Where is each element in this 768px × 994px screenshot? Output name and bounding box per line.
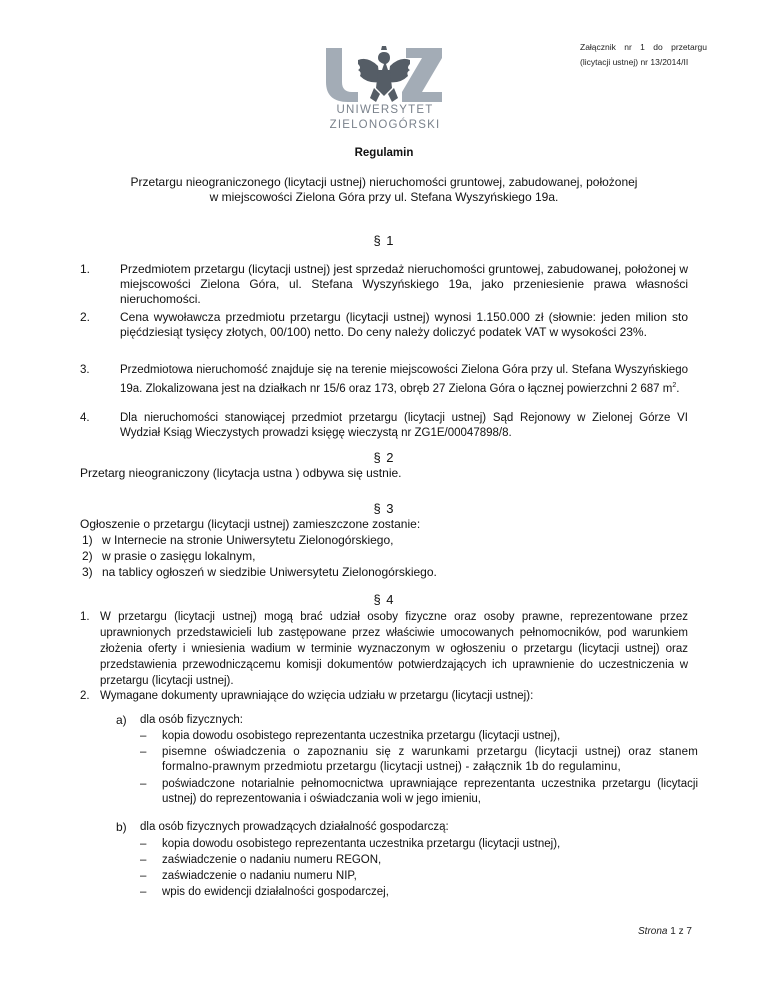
dash-bullet: – xyxy=(140,730,147,742)
list-item xyxy=(82,533,682,548)
list-item xyxy=(82,549,682,564)
par1-item-1 xyxy=(80,262,688,307)
dash-bullet: – xyxy=(140,838,147,850)
item-number: 3. xyxy=(80,364,90,376)
sublist-item xyxy=(140,777,698,807)
item-text xyxy=(120,363,688,397)
annex-line-2: (licytacji ustnej) nr 13/2014/II xyxy=(580,57,689,67)
section-heading-1: § 1 xyxy=(373,233,395,248)
list-number: 3) xyxy=(82,565,93,579)
list-text: na tablicy ogłoszeń w siedzibie Uniwersytetu Zielonogórskiego. xyxy=(102,565,437,579)
logo-text-line-2: ZIELONOGÓRSKI xyxy=(329,119,441,131)
annex-note xyxy=(580,40,707,70)
dash-bullet: – xyxy=(140,778,147,790)
item-number: 1. xyxy=(80,262,91,276)
page-separator: z xyxy=(678,926,684,937)
annex-line-1: Załącznik nr 1 do przetargu xyxy=(580,42,707,52)
sublist-text: zaświadczenie o nadaniu numeru NIP, xyxy=(162,870,357,882)
par2-text: Przetarg nieograniczony (licytacja ustna ) odbywa się ustnie. xyxy=(80,466,402,480)
sublist-item xyxy=(140,729,698,744)
page-total: 7 xyxy=(686,926,692,937)
sublist-text: kopia dowodu osobistego reprezentanta uczestnika przetargu (licytacji ustnej), xyxy=(162,838,561,850)
sublist-item xyxy=(140,837,698,852)
document-subtitle xyxy=(90,175,678,205)
logo-text-line-1: UNIWERSYTET xyxy=(336,104,434,116)
list-text: w prasie o zasięgu lokalnym, xyxy=(102,549,256,563)
section-heading-4: § 4 xyxy=(373,592,395,607)
sublist-title-b: dla osób fizycznych prowadzących działalność gospodarczą: xyxy=(140,821,449,833)
item-text-main: Przedmiotowa nieruchomość znajduje się na terenie miejscowości Zielona Góra przy ul. Stefana Wyszyńskiego 19a. Zlokalizowana jest na działkach nr 15/6 oraz 173, obręb 27 Zielona Góra o łącznej powierzchni 2 687 m xyxy=(120,364,688,395)
subtitle-line-2: w miejscowości Zielona Góra przy ul. Stefana Wyszyńskiego 19a. xyxy=(209,190,559,204)
item-number: 4. xyxy=(80,412,90,424)
dash-bullet: – xyxy=(140,886,147,898)
par1-item-2 xyxy=(80,310,688,340)
university-emblem-icon xyxy=(318,42,450,106)
item-text: Przedmiotem przetargu (licytacji ustnej) jest sprzedaż nieruchomości gruntowej, zabudowanej, położonej w miejscowości Zielona Góra, ul. Stefana Wyszyńskiego 19a, jako przeniesienie prawa własności nieruchomości. xyxy=(120,262,688,306)
par4-item-1 xyxy=(80,609,688,689)
sublist-text: poświadczone notarialnie pełnomocnictwa uprawniające reprezentanta uczestnika przetargu (licytacji ustnej) do reprezentowania i oświadczania woli w jego imieniu, xyxy=(162,778,698,805)
list-text: w Internecie na stronie Uniwersytetu Zielonogórskiego, xyxy=(102,533,394,547)
superscript: 2 xyxy=(672,382,677,389)
document-title: Regulamin xyxy=(354,147,414,159)
item-text: Dla nieruchomości stanowiącej przedmiot przetargu (licytacji ustnej) Sąd Rejonowy w Zielonej Górze VI Wydział Ksiąg Wieczystych prowadzi księgę wieczystą nr ZG1E/00047898/8. xyxy=(120,412,688,439)
list-number: 2) xyxy=(82,549,93,563)
sublist-label-b: b) xyxy=(116,820,127,834)
item-text: W przetargu (licytacji ustnej) mogą brać udział osoby fizyczne oraz osoby prawne, reprezentowane przez uprawnionych przedstawicieli lub zastępowane przez właściwie umocowanych pełnomocników, pod warunkiem złożenia oferty i wniesienia wadium w terminie wyznaczonym w ogłoszeniu o przetargu (licytacji ustnej) oraz przedstawienia przewodniczącemu komisji dokumentów potwierdzających ich uprawnienie do uczestniczenia w przetargu (licytacji ustnej). xyxy=(100,611,688,687)
sublist-text: zaświadczenie o nadaniu numeru REGON, xyxy=(162,854,382,866)
page-label: Strona xyxy=(638,926,668,937)
sublist-label-a: a) xyxy=(116,713,127,727)
list-item xyxy=(82,565,682,580)
sublist-item xyxy=(140,745,698,775)
par4-item-2 xyxy=(80,689,688,704)
item-text: Wymagane dokumenty uprawniające do wzięcia udziału w przetargu (licytacji ustnej): xyxy=(100,690,534,702)
sublist-text: wpis do ewidencji działalności gospodarczej, xyxy=(162,886,389,898)
section-heading-2: § 2 xyxy=(373,450,395,465)
sublist-text: pisemne oświadczenia o zapoznaniu się z warunkami przetargu (licytacji ustnej) oraz stanem formalno-prawnym przedmiotu przetargu (licytacji ustnej) - załącznik 1b do regulaminu, xyxy=(162,746,698,773)
item-number: 2. xyxy=(80,690,90,702)
item-text-end: . xyxy=(676,382,680,395)
sublist-item xyxy=(140,885,698,900)
item-number: 2. xyxy=(80,310,91,324)
par3-intro: Ogłoszenie o przetargu (licytacji ustnej) zamieszczone zostanie: xyxy=(80,517,421,531)
university-logo xyxy=(318,42,450,142)
item-number: 1. xyxy=(80,611,90,623)
list-number: 1) xyxy=(82,533,93,547)
par1-item-4 xyxy=(80,411,688,441)
sublist-text: kopia dowodu osobistego reprezentanta uczestnika przetargu (licytacji ustnej), xyxy=(162,730,561,742)
sublist-item xyxy=(140,853,698,868)
par1-item-3 xyxy=(80,363,688,397)
sublist-title-a: dla osób fizycznych: xyxy=(140,714,243,726)
page-number: 1 xyxy=(670,926,676,937)
page-footer xyxy=(638,926,692,937)
dash-bullet: – xyxy=(140,854,147,866)
subtitle-line-1: Przetargu nieograniczonego (licytacji ustnej) nieruchomości gruntowej, zabudowanej, położonej xyxy=(130,175,638,189)
item-text: Cena wywoławcza przedmiotu przetargu (licytacji ustnej) wynosi 1.150.000 zł (słownie: jeden milion sto pięćdziesiąt tysięcy złotych, 00/100) netto. Do ceny należy doliczyć podatek VAT w wysokości 23%. xyxy=(120,310,688,339)
dash-bullet: – xyxy=(140,746,147,758)
section-heading-3: § 3 xyxy=(373,501,395,516)
dash-bullet: – xyxy=(140,870,147,882)
sublist-item xyxy=(140,869,698,884)
